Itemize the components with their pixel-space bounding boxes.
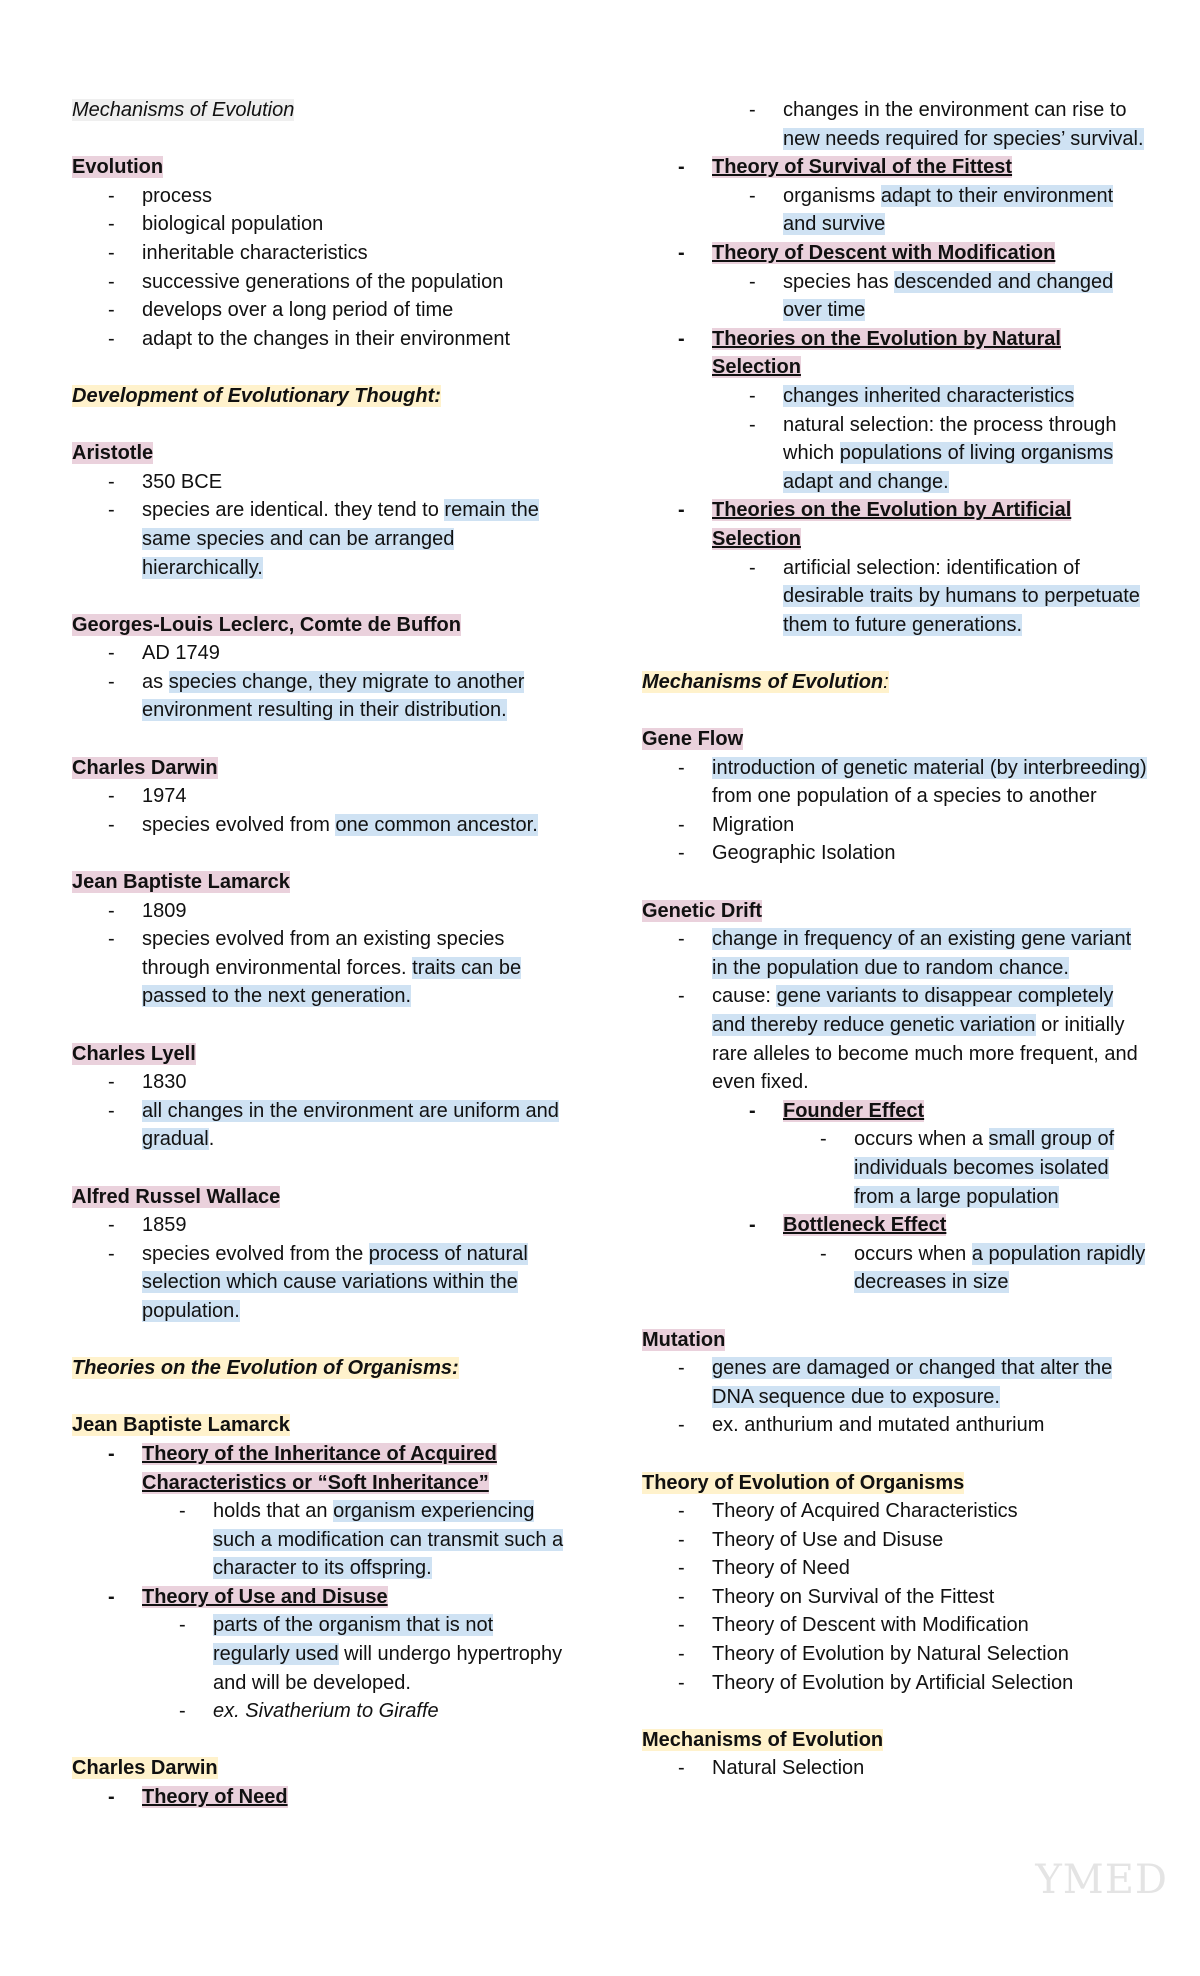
list-item: - Theory of Need: [642, 1554, 1147, 1583]
buffon-heading: Georges-Louis Leclerc, Comte de Buffon: [72, 613, 461, 636]
darwin-theories-list: [72, 1783, 572, 1812]
evolution-list: [72, 182, 572, 354]
development-heading: Development of Evolutionary Thought:: [72, 384, 441, 407]
theory-title: - Theories on the Evolution by Artificial Selection: [642, 496, 1147, 553]
list-item: - species evolved from one common ancestor.: [72, 811, 572, 840]
darwin-heading: Charles Darwin: [72, 756, 218, 779]
theory-evolution-list: [642, 1497, 1147, 1697]
list-item: - ex. anthurium and mutated anthurium: [642, 1411, 1147, 1440]
list-item: - 1859: [72, 1211, 572, 1240]
aristotle-list: [72, 468, 572, 582]
list-item: - introduction of genetic material (by interbreeding) from one population of a species to another: [642, 754, 1147, 811]
aristotle-heading: Aristotle: [72, 442, 154, 465]
theory-title: - Theory of Need: [72, 1783, 572, 1812]
list-item: - Theory on Survival of the Fittest: [642, 1583, 1147, 1612]
theory-evolution-heading: Theory of Evolution of Organisms: [642, 1471, 965, 1494]
list-item: - inheritable characteristics: [72, 239, 572, 268]
list-item: - change in frequency of an existing gene variant in the population due to random chance.: [642, 925, 1147, 982]
list-item: - changes inherited characteristics: [642, 382, 1147, 411]
list-item: - organisms adapt to their environment and survive: [642, 182, 1147, 239]
gene-flow-list: [642, 754, 1147, 868]
list-item: - occurs when a population rapidly decreases in size: [642, 1240, 1147, 1297]
theories-heading: Theories on the Evolution of Organisms:: [72, 1357, 459, 1380]
document-title: Mechanisms of Evolution: [72, 99, 295, 121]
list-item: - biological population: [72, 210, 572, 239]
list-item: - 1974: [72, 782, 572, 811]
mutation-list: [642, 1354, 1147, 1440]
list-item: - adapt to the changes in their environment: [72, 325, 572, 354]
theory-title: - Theory of the Inheritance of Acquired Characteristics or “Soft Inheritance”: [72, 1440, 572, 1497]
list-item: - species evolved from an existing species through environmental forces. traits can be passed to the next generation.: [72, 925, 572, 1011]
list-item: - 1809: [72, 897, 572, 926]
watermark-logo: YMED: [1035, 1857, 1168, 1903]
darwin-list: [72, 782, 572, 839]
list-item: - Theory of Descent with Modification: [642, 1611, 1147, 1640]
list-item: - natural selection: the process through which populations of living organisms adapt and change.: [642, 411, 1147, 497]
theory-title: - Theory of Survival of the Fittest: [642, 153, 1147, 182]
list-item: - species has descended and changed over time: [642, 268, 1147, 325]
darwin-theories-heading: Charles Darwin: [72, 1757, 218, 1780]
genetic-drift-list: [642, 925, 1147, 1297]
genetic-drift-heading: Genetic Drift: [642, 899, 763, 922]
list-item: - Natural Selection: [642, 1754, 1147, 1783]
wallace-list: [72, 1211, 572, 1325]
list-item: - as species change, they migrate to another environment resulting in their distribution.: [72, 668, 572, 725]
list-item: - changes in the environment can rise to new needs required for species’ survival.: [642, 96, 1147, 153]
evolution-heading: Evolution: [72, 156, 164, 179]
list-item: - all changes in the environment are uniform and gradual.: [72, 1097, 572, 1154]
effect-title: - Bottleneck Effect: [642, 1211, 1147, 1240]
lyell-heading: Charles Lyell: [72, 1042, 196, 1065]
list-item: - develops over a long period of time: [72, 296, 572, 325]
mutation-heading: Mutation: [642, 1328, 726, 1351]
list-item: - holds that an organism experiencing such a modification can transmit such a character to its offspring.: [72, 1497, 572, 1583]
list-item: - occurs when a small group of individuals becomes isolated from a large population: [642, 1125, 1147, 1211]
list-item: - process: [72, 182, 572, 211]
theory-title: - Theory of Use and Disuse: [72, 1583, 572, 1612]
lamarck-theories-heading: Jean Baptiste Lamarck: [72, 1414, 290, 1437]
list-item: - AD 1749: [72, 639, 572, 668]
wallace-heading: Alfred Russel Wallace: [72, 1185, 281, 1208]
list-item: - Theory of Use and Disuse: [642, 1526, 1147, 1555]
list-item: - Migration: [642, 811, 1147, 840]
buffon-list: [72, 639, 572, 725]
lyell-list: [72, 1068, 572, 1154]
mechanisms-heading-2: Mechanisms of Evolution: [642, 1728, 884, 1751]
list-item: - 350 BCE: [72, 468, 572, 497]
gene-flow-heading: Gene Flow: [642, 728, 744, 751]
list-item: - species evolved from the process of natural selection which cause variations within the population.: [72, 1240, 572, 1326]
theory-title: - Theories on the Evolution by Natural Selection: [642, 325, 1147, 382]
list-item: - parts of the organism that is not regularly used will undergo hypertrophy and will be developed.: [72, 1611, 572, 1697]
list-item: - 1830: [72, 1068, 572, 1097]
right-column: [642, 96, 1147, 1783]
list-item: - cause: gene variants to disappear completely and thereby reduce genetic variation or initially rare alleles to become much more frequent, and even fixed.: [642, 982, 1147, 1096]
lamarck-heading: Jean Baptiste Lamarck: [72, 871, 290, 894]
list-item: - Theory of Acquired Characteristics: [642, 1497, 1147, 1526]
left-column: [72, 96, 572, 1812]
list-item: - artificial selection: identification of desirable traits by humans to perpetuate them to future generations.: [642, 554, 1147, 640]
list-item: - successive generations of the population: [72, 268, 572, 297]
mechanisms-list: [642, 1754, 1147, 1783]
list-item: - ex. Sivatherium to Giraffe: [72, 1697, 572, 1726]
theory-title: - Theory of Descent with Modification: [642, 239, 1147, 268]
list-item: - species are identical. they tend to remain the same species and can be arranged hierarchically.: [72, 496, 572, 582]
list-item: - genes are damaged or changed that alter the DNA sequence due to exposure.: [642, 1354, 1147, 1411]
lamarck-list: [72, 897, 572, 1011]
lamarck-theories-list: [72, 1440, 572, 1726]
mechanisms-heading: Mechanisms of Evolution:: [642, 670, 889, 693]
list-item: - Geographic Isolation: [642, 839, 1147, 868]
theory-of-need-desc: [642, 96, 1147, 639]
list-item: - Theory of Evolution by Natural Selection: [642, 1640, 1147, 1669]
list-item: - Theory of Evolution by Artificial Selection: [642, 1669, 1147, 1698]
effect-title: - Founder Effect: [642, 1097, 1147, 1126]
